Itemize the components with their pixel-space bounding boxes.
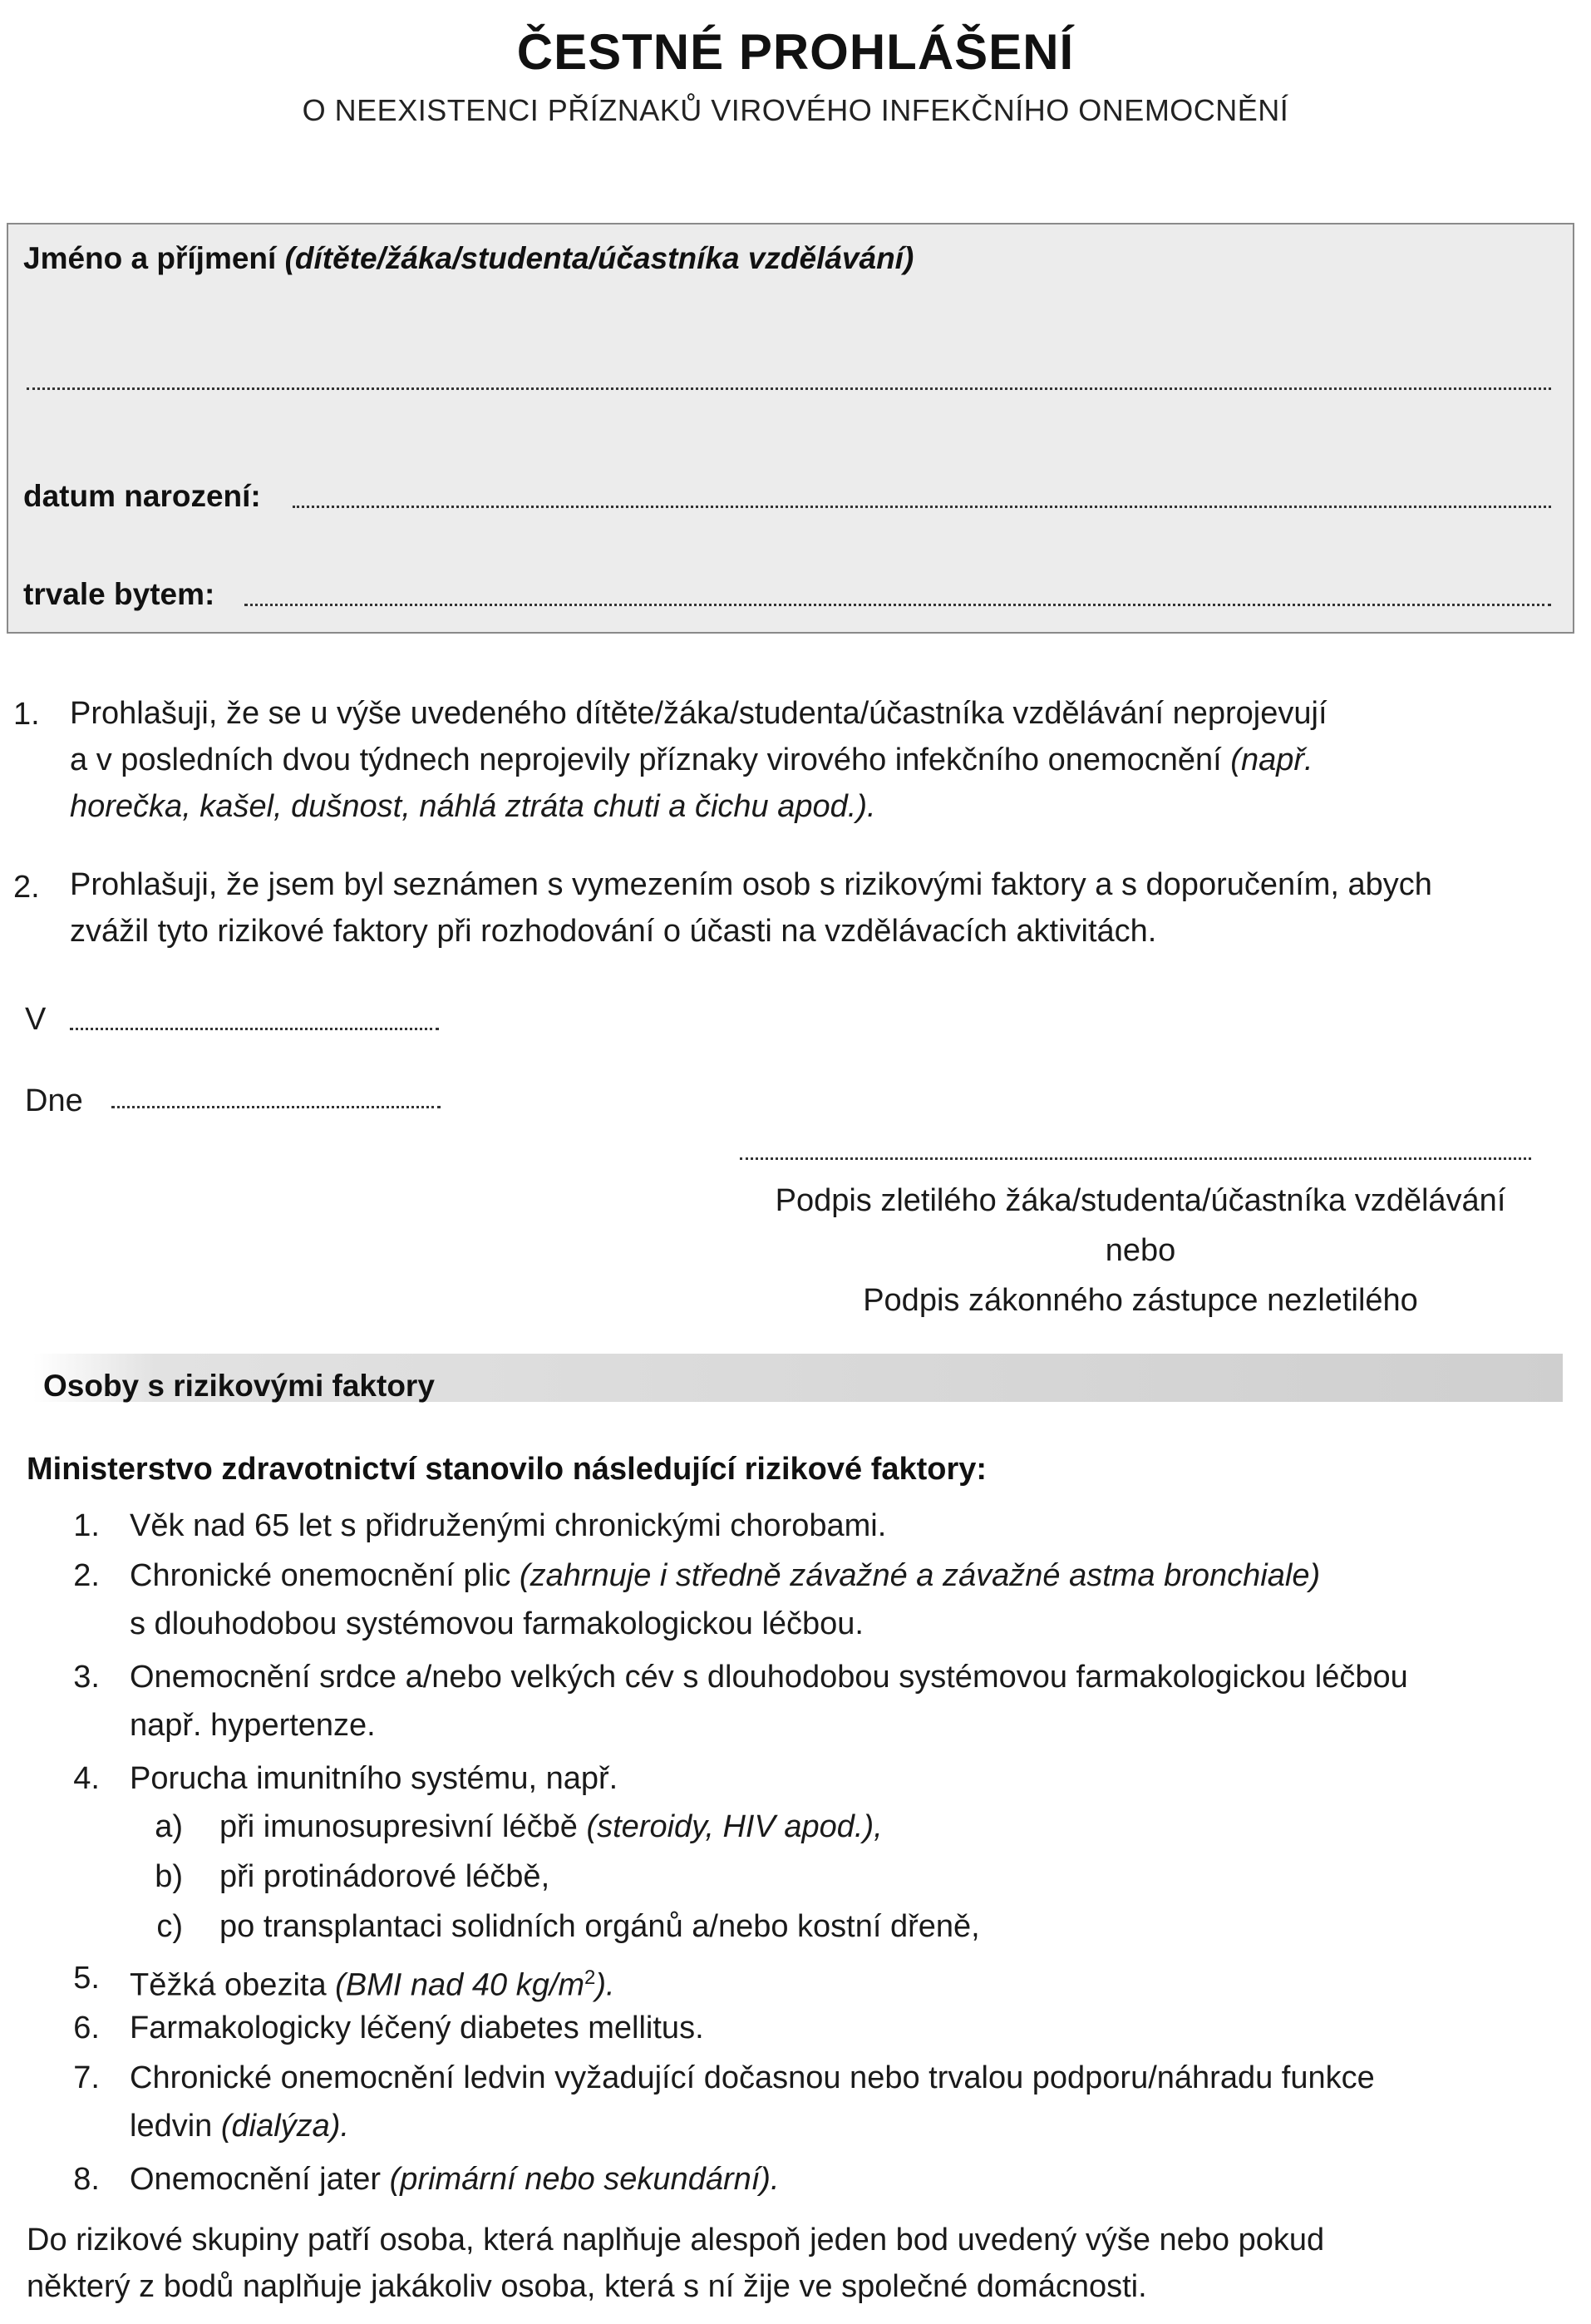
list-item-text: Těžká obezita <box>130 1967 327 2003</box>
page-title: ČESTNÉ PROHLÁŠENÍ <box>516 24 1075 80</box>
list-item-number: 3. <box>73 1660 100 1695</box>
name-field[interactable] <box>27 387 1551 390</box>
list-item-italic: (zahrnuje i středně závažné a závažné astma bronchiale) <box>519 1558 1321 1593</box>
closing-paragraph <box>27 2217 1573 2310</box>
signature-line1: Podpis zletilého žáka/studenta/účastníka vzdělávání <box>775 1183 1506 1218</box>
place-field[interactable] <box>70 1028 439 1030</box>
list-item-number: 4. <box>73 1761 100 1796</box>
list-item-italic: (primární nebo sekundární). <box>389 2162 780 2197</box>
declaration-1-line1: Prohlašuji, že se u výše uvedeného dítěte/žáka/studenta/účastníka vzdělávání neprojevují <box>70 696 1327 731</box>
list-item <box>50 2004 1563 2052</box>
dob-field[interactable] <box>293 506 1551 508</box>
name-label <box>23 241 914 276</box>
sub-item-text: při protinádorové léčbě, <box>219 1859 550 1894</box>
list-item-text: Chronické onemocnění ledvin vyžadující dočasnou nebo trvalou podporu/náhradu funkce <box>130 2060 1375 2095</box>
list-item-text: Farmakologicky léčený diabetes mellitus. <box>130 2011 704 2045</box>
list-item-number: 8. <box>73 2162 100 2197</box>
list-item-continuation: např. hypertenze. <box>130 1708 376 1743</box>
list-item-number: 2. <box>73 1558 100 1593</box>
closing-line2: některý z bodů naplňuje jakákoliv osoba, která s ní žije ve společné domácnosti. <box>27 2269 1147 2304</box>
declaration-1-line3-italic: horečka, kašel, dušnost, náhlá ztráta chuti a čichu apod.). <box>70 789 876 824</box>
signature-line2: nebo <box>1105 1233 1176 1268</box>
personal-info-box <box>7 223 1574 634</box>
page-subtitle: O NEEXISTENCI PŘÍZNAKŮ VIROVÉHO INFEKČNÍHO ONEMOCNĚNÍ <box>302 93 1289 127</box>
signature-field[interactable] <box>740 1157 1531 1160</box>
list-item-number: 1. <box>73 1508 100 1543</box>
list-item-italic: (BMI nad 40 kg/m <box>335 1967 585 2003</box>
list-item-text: Porucha imunitního systému, např. <box>130 1761 618 1796</box>
sub-item-letter: c) <box>156 1909 183 1944</box>
declaration-1 <box>70 690 1566 830</box>
name-label-italic: (dítěte/žáka/studenta/účastníka vzdělávání) <box>284 241 914 275</box>
name-label-text: Jméno a příjmení <box>23 241 277 275</box>
place-label: V <box>25 1002 47 1037</box>
sub-item-letter: a) <box>155 1809 183 1844</box>
residence-label: trvale bytem: <box>23 577 215 611</box>
list-item <box>50 1754 1563 1803</box>
risk-intro: Ministerstvo zdravotnictví stanovilo následující rizikové faktory: <box>27 1452 988 1487</box>
list-item-number: 7. <box>73 2060 100 2095</box>
list-item-superscript: 2 <box>584 1966 596 1989</box>
list-item <box>50 1552 1563 1651</box>
list-item <box>50 2054 1563 2154</box>
sub-list-item <box>133 1902 1546 1951</box>
declaration-2-line1: Prohlašuji, že jsem byl seznámen s vymezením osob s rizikovými faktory a s doporučením, abych <box>70 867 1432 902</box>
list-item-text: Onemocnění srdce a/nebo velkých cév s dlouhodobou systémovou farmakologickou léčbou <box>130 1660 1408 1695</box>
signature-line3: Podpis zákonného zástupce nezletilého <box>863 1283 1418 1318</box>
sub-list-item <box>133 1853 1546 1901</box>
declaration-1-line2 <box>70 737 1566 783</box>
sub-item-text: při imunosupresivní léčbě <box>219 1809 578 1844</box>
declaration-1-line3 <box>70 783 1566 830</box>
sub-item-text: po transplantaci solidních orgánů a/nebo kostní dřeně, <box>219 1909 980 1944</box>
list-item-italic-end: ). <box>595 1967 615 2003</box>
date-field[interactable] <box>111 1106 441 1108</box>
declaration-1-line2-text: a v posledních dvou týdnech neprojevily příznaky virového infekčního onemocnění <box>70 743 1222 777</box>
list-item-text: Věk nad 65 let s přidruženými chronickými chorobami. <box>130 1508 887 1543</box>
list-item-text: Onemocnění jater <box>130 2162 382 2197</box>
risk-section-heading: Osoby s rizikovými faktory <box>43 1369 435 1403</box>
signature-caption <box>715 1176 1566 1325</box>
sub-item-italic: (steroidy, HIV apod.), <box>586 1809 883 1844</box>
sub-item-letter: b) <box>155 1859 183 1894</box>
list-item-continuation: s dlouhodobou systémovou farmakologickou léčbou. <box>130 1606 864 1641</box>
list-item-number: 5. <box>73 1961 100 1996</box>
list-item <box>50 1653 1563 1753</box>
dob-label: datum narození: <box>23 479 261 513</box>
list-item <box>50 2155 1563 2203</box>
date-label: Dne <box>25 1083 83 1118</box>
closing-line1: Do rizikové skupiny patří osoba, která naplňuje alespoň jeden bod uvedený výše nebo pokud <box>27 2223 1325 2257</box>
declaration-2 <box>70 861 1566 955</box>
list-item-number: 6. <box>73 2011 100 2045</box>
sub-list-item <box>133 1803 1546 1851</box>
list-item-continuation-italic: (dialýza). <box>220 2109 350 2144</box>
declaration-2-line2: zvážil tyto rizikové faktory při rozhodování o účasti na vzdělávacích aktivitách. <box>70 914 1157 949</box>
declaration-1-line2-italic: (např. <box>1230 743 1313 777</box>
list-item-continuation: ledvin <box>130 2109 213 2144</box>
list-item-text: Chronické onemocnění plic <box>130 1558 511 1593</box>
list-item <box>50 1954 1563 2002</box>
declaration-1-number: 1. <box>13 697 40 732</box>
residence-field[interactable] <box>244 604 1551 606</box>
list-item <box>50 1502 1563 1550</box>
declaration-2-number: 2. <box>13 870 40 905</box>
